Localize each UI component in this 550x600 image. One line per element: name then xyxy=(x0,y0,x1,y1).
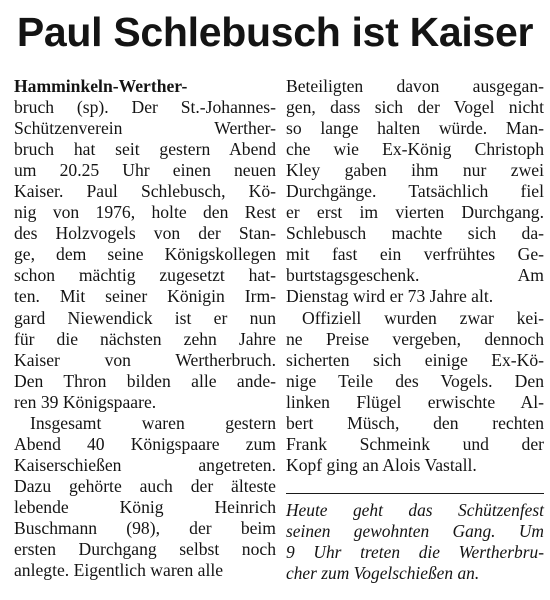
body-text-line: Beteiligten davon ausgegan- xyxy=(286,76,544,96)
footer-divider xyxy=(286,493,544,494)
body-text-line: des Holzvogels von der Stan- xyxy=(14,223,276,244)
body-text-line: Dienstag wird er 73 Jahre alt. xyxy=(286,286,494,307)
body-text-line: ten. Mit seiner Königin Irm- xyxy=(14,286,276,307)
footer-text-line: cher zum Vogelschießen an. xyxy=(286,563,480,584)
body-text-line: nig von 1976, holte den Rest xyxy=(14,202,276,223)
body-text-line: Abend 40 Königspaare zum xyxy=(14,433,276,454)
footer-text-line: Heute geht das Schützenfest xyxy=(286,500,544,520)
body-text-line: bert Müsch, den rechten xyxy=(286,412,544,433)
article-column-left xyxy=(14,76,276,581)
body-text-line: linken Flügel erwischte Al- xyxy=(286,391,544,412)
body-text-line: um 20.25 Uhr einen neuen xyxy=(14,160,276,181)
body-text-line: sicherten sich einige Ex-Kö- xyxy=(286,349,544,370)
body-text-line: ersten Durchgang selbst noch xyxy=(14,539,276,560)
body-text-line: Buschmann (98), der beim xyxy=(14,517,276,538)
body-text-line: Kaiserschießen angetreten. xyxy=(14,454,276,475)
footer-text-line: seinen gewohnten Gang. Um xyxy=(286,521,544,542)
body-text-line: nige Teile des Vogels. Den xyxy=(286,370,544,391)
body-text-line: burtstagsgeschenk. Am xyxy=(286,265,544,286)
body-text-line: Kopf ging an Alois Vastall. xyxy=(286,454,477,475)
body-text-line: Den Thron bilden alle ande- xyxy=(14,370,276,391)
body-text-line: anlegte. Eigentlich waren alle xyxy=(14,560,224,581)
body-text-line: ne Preise vergeben, dennoch xyxy=(286,328,544,349)
body-text-line: mit fast ein verfrühtes Ge- xyxy=(286,244,544,265)
body-text-line: er erst im vierten Durchgang. xyxy=(286,202,544,223)
body-text-line: che wie Ex-König Christoph xyxy=(286,139,544,160)
body-text-line: schon mächtig zugesetzt hat- xyxy=(14,265,276,286)
body-text-line: Insgesamt waren gestern xyxy=(30,412,276,433)
body-text-line: ge, dem seine Königskollegen xyxy=(14,244,276,265)
article-column-right xyxy=(286,76,544,476)
body-text-line: Durchgänge. Tatsächlich fiel xyxy=(286,181,544,202)
body-text-line: Kaiser von Wertherbruch. xyxy=(14,349,276,370)
body-text-line: so lange halten würde. Man- xyxy=(286,118,544,139)
body-text-line: Dazu gehörte auch der älteste xyxy=(14,475,276,496)
body-text-line: bruch (sp). Der St.-Johannes- xyxy=(14,97,276,118)
body-text-line: Offiziell wurden zwar kei- xyxy=(302,307,544,328)
dateline: Hamminkeln-Werther- xyxy=(14,76,188,96)
body-text-line: Kaiser. Paul Schlebusch, Kö- xyxy=(14,181,276,202)
body-text-line: lebende König Heinrich xyxy=(14,496,276,517)
body-text-line: Kley gaben ihm nur zwei xyxy=(286,160,544,181)
body-text-line: Schützenverein Werther- xyxy=(14,118,276,139)
body-text-line: bruch hat seit gestern Abend xyxy=(14,139,276,160)
footer-note xyxy=(286,500,544,584)
body-text-line: Schlebusch machte sich da- xyxy=(286,223,544,244)
body-text-line: ren 39 Königspaare. xyxy=(14,391,157,412)
headline: Paul Schlebusch ist Kaiser xyxy=(16,9,534,55)
body-text-line: gen, dass sich der Vogel nicht xyxy=(286,97,544,118)
body-text-line: gard Niewendick ist er nun xyxy=(14,307,276,328)
footer-text-line: 9 Uhr treten die Wertherbru- xyxy=(286,542,544,563)
body-text-line: Frank Schmeink und der xyxy=(286,433,544,454)
body-text-line: für die nächsten zehn Jahre xyxy=(14,328,276,349)
